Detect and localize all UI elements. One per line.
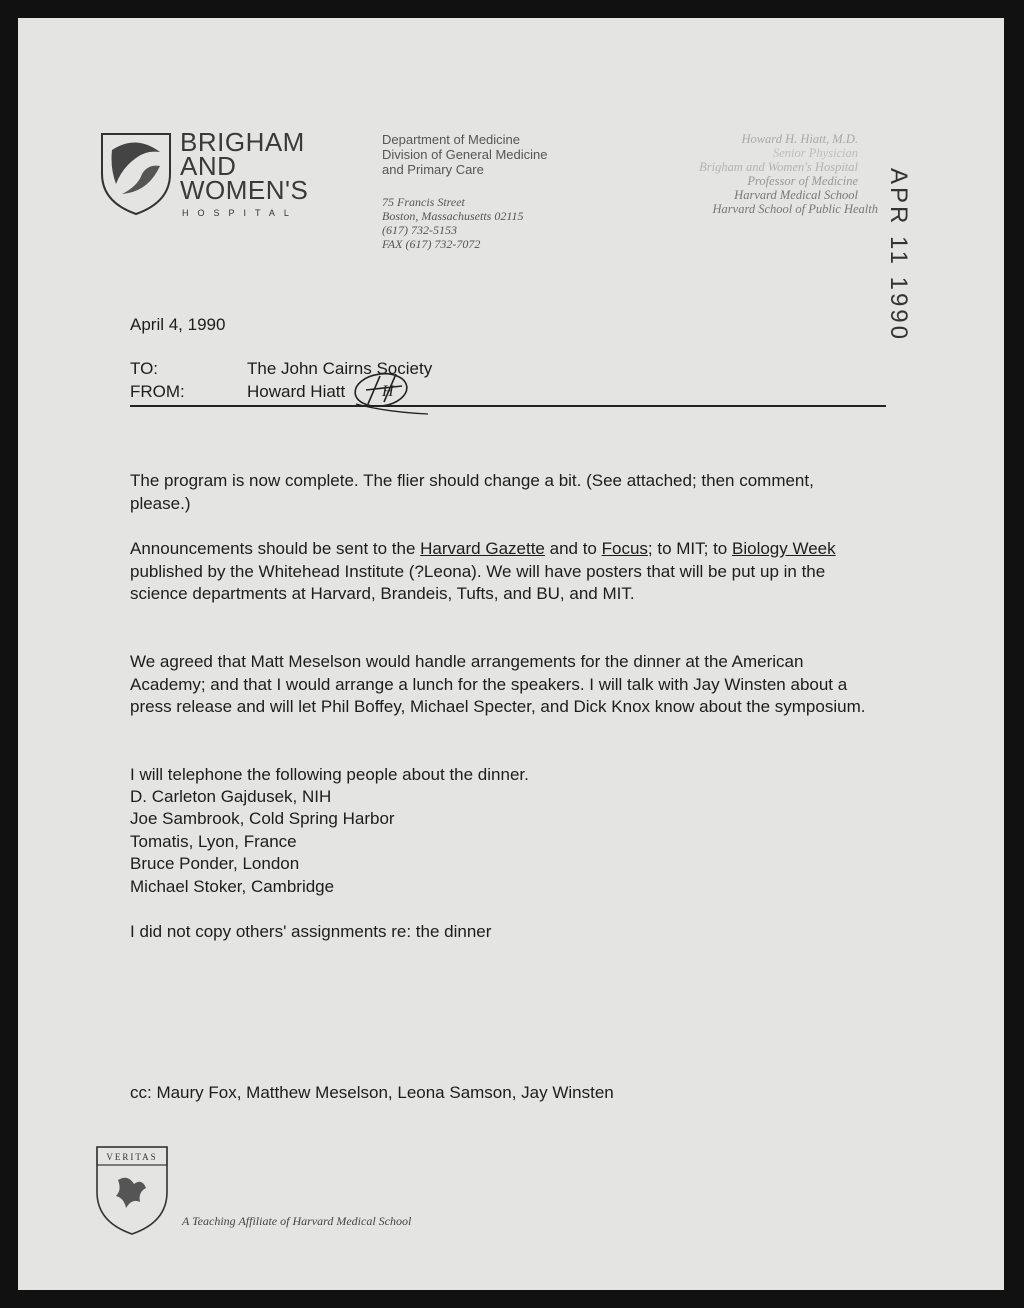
- list-item: Michael Stoker, Cambridge: [130, 877, 335, 896]
- right-line5: Harvard Medical School: [734, 188, 858, 202]
- logo-line2: AND: [180, 151, 237, 181]
- dept-line3: and Primary Care: [382, 162, 484, 177]
- address-line4: FAX (617) 732-7072: [382, 237, 481, 251]
- to-label: TO:: [130, 359, 159, 378]
- paragraph-program: The program is now complete. The flier should change a bit. (See attached; then comment, please.): [130, 471, 814, 513]
- p2-text-c: ; to MIT; to: [647, 539, 732, 558]
- received-date-stamp: APR 11 1990: [885, 168, 912, 342]
- shield-veritas-text: VERITAS: [106, 1152, 158, 1162]
- right-line4: Professor of Medicine: [747, 174, 858, 188]
- right-line2: Senior Physician: [772, 146, 858, 160]
- harvard-gazette-underline: Harvard Gazette: [420, 539, 545, 558]
- paragraph-not-copied: I did not copy others' assignments re: the dinner: [130, 922, 492, 941]
- list-item: Tomatis, Lyon, France: [130, 832, 297, 851]
- focus-underline: Focus: [601, 539, 648, 558]
- list-item: Joe Sambrook, Cold Spring Harbor: [130, 809, 395, 828]
- dept-line1: Department of Medicine: [382, 132, 521, 147]
- handwritten-initials-icon: [336, 360, 446, 422]
- p2-text-b: and to: [544, 539, 602, 558]
- teaching-affiliate-text: A Teaching Affiliate of Harvard Medical School: [182, 1214, 412, 1228]
- right-line6: Harvard School of Public Health: [712, 202, 878, 216]
- from-label: FROM:: [130, 382, 185, 401]
- to-value: The John Cairns Society: [247, 359, 433, 378]
- address-line3: (617) 732-5153: [382, 223, 457, 237]
- logo-line3: WOMEN'S: [180, 175, 309, 205]
- header-divider: [130, 405, 886, 407]
- p2-text-d: published by the Whitehead Institute (?Leona). We will have posters that will be put up in the science departments at Harvard, Brandeis, Tufts, and BU, and MIT.: [130, 561, 826, 603]
- logo-line4: HOSPITAL: [182, 208, 298, 218]
- initials-text: H: [382, 383, 394, 400]
- paragraph-telephone-intro: I will telephone the following people about the dinner.: [130, 765, 529, 784]
- paragraph-announcements: [130, 538, 870, 606]
- dept-line2: Division of General Medicine: [382, 147, 548, 162]
- list-item: Bruce Ponder, London: [130, 854, 300, 873]
- paragraph-dinner-arrangements: We agreed that Matt Meselson would handle arrangements for the dinner at the American Academy; and that I would arrange a lunch for the speakers. I will talk with Jay Winsten about a press release and will let Phil Boffey, Michael Specter, and Dick Knox know about the symposium.: [130, 652, 866, 716]
- logo-line1: BRIGHAM: [180, 127, 305, 157]
- right-line1: Howard H. Hiatt, M.D.: [741, 132, 858, 146]
- biology-week-underline: Biology Week: [732, 539, 836, 558]
- address-line2: Boston, Massachusetts 02115: [382, 209, 524, 223]
- p2-text-a: Announcements should be sent to the: [130, 539, 421, 558]
- address-line1: 75 Francis Street: [382, 195, 465, 209]
- bwh-logo-icon: [98, 128, 174, 216]
- letter-page: [18, 18, 1004, 1290]
- list-item: D. Carleton Gajdusek, NIH: [130, 787, 332, 806]
- harvard-shield-icon: [94, 1144, 170, 1236]
- cc-line: cc: Maury Fox, Matthew Meselson, Leona Samson, Jay Winsten: [130, 1083, 614, 1102]
- right-line3: Brigham and Women's Hospital: [699, 160, 858, 174]
- memo-date: April 4, 1990: [130, 315, 226, 334]
- from-value: Howard Hiatt: [247, 382, 346, 401]
